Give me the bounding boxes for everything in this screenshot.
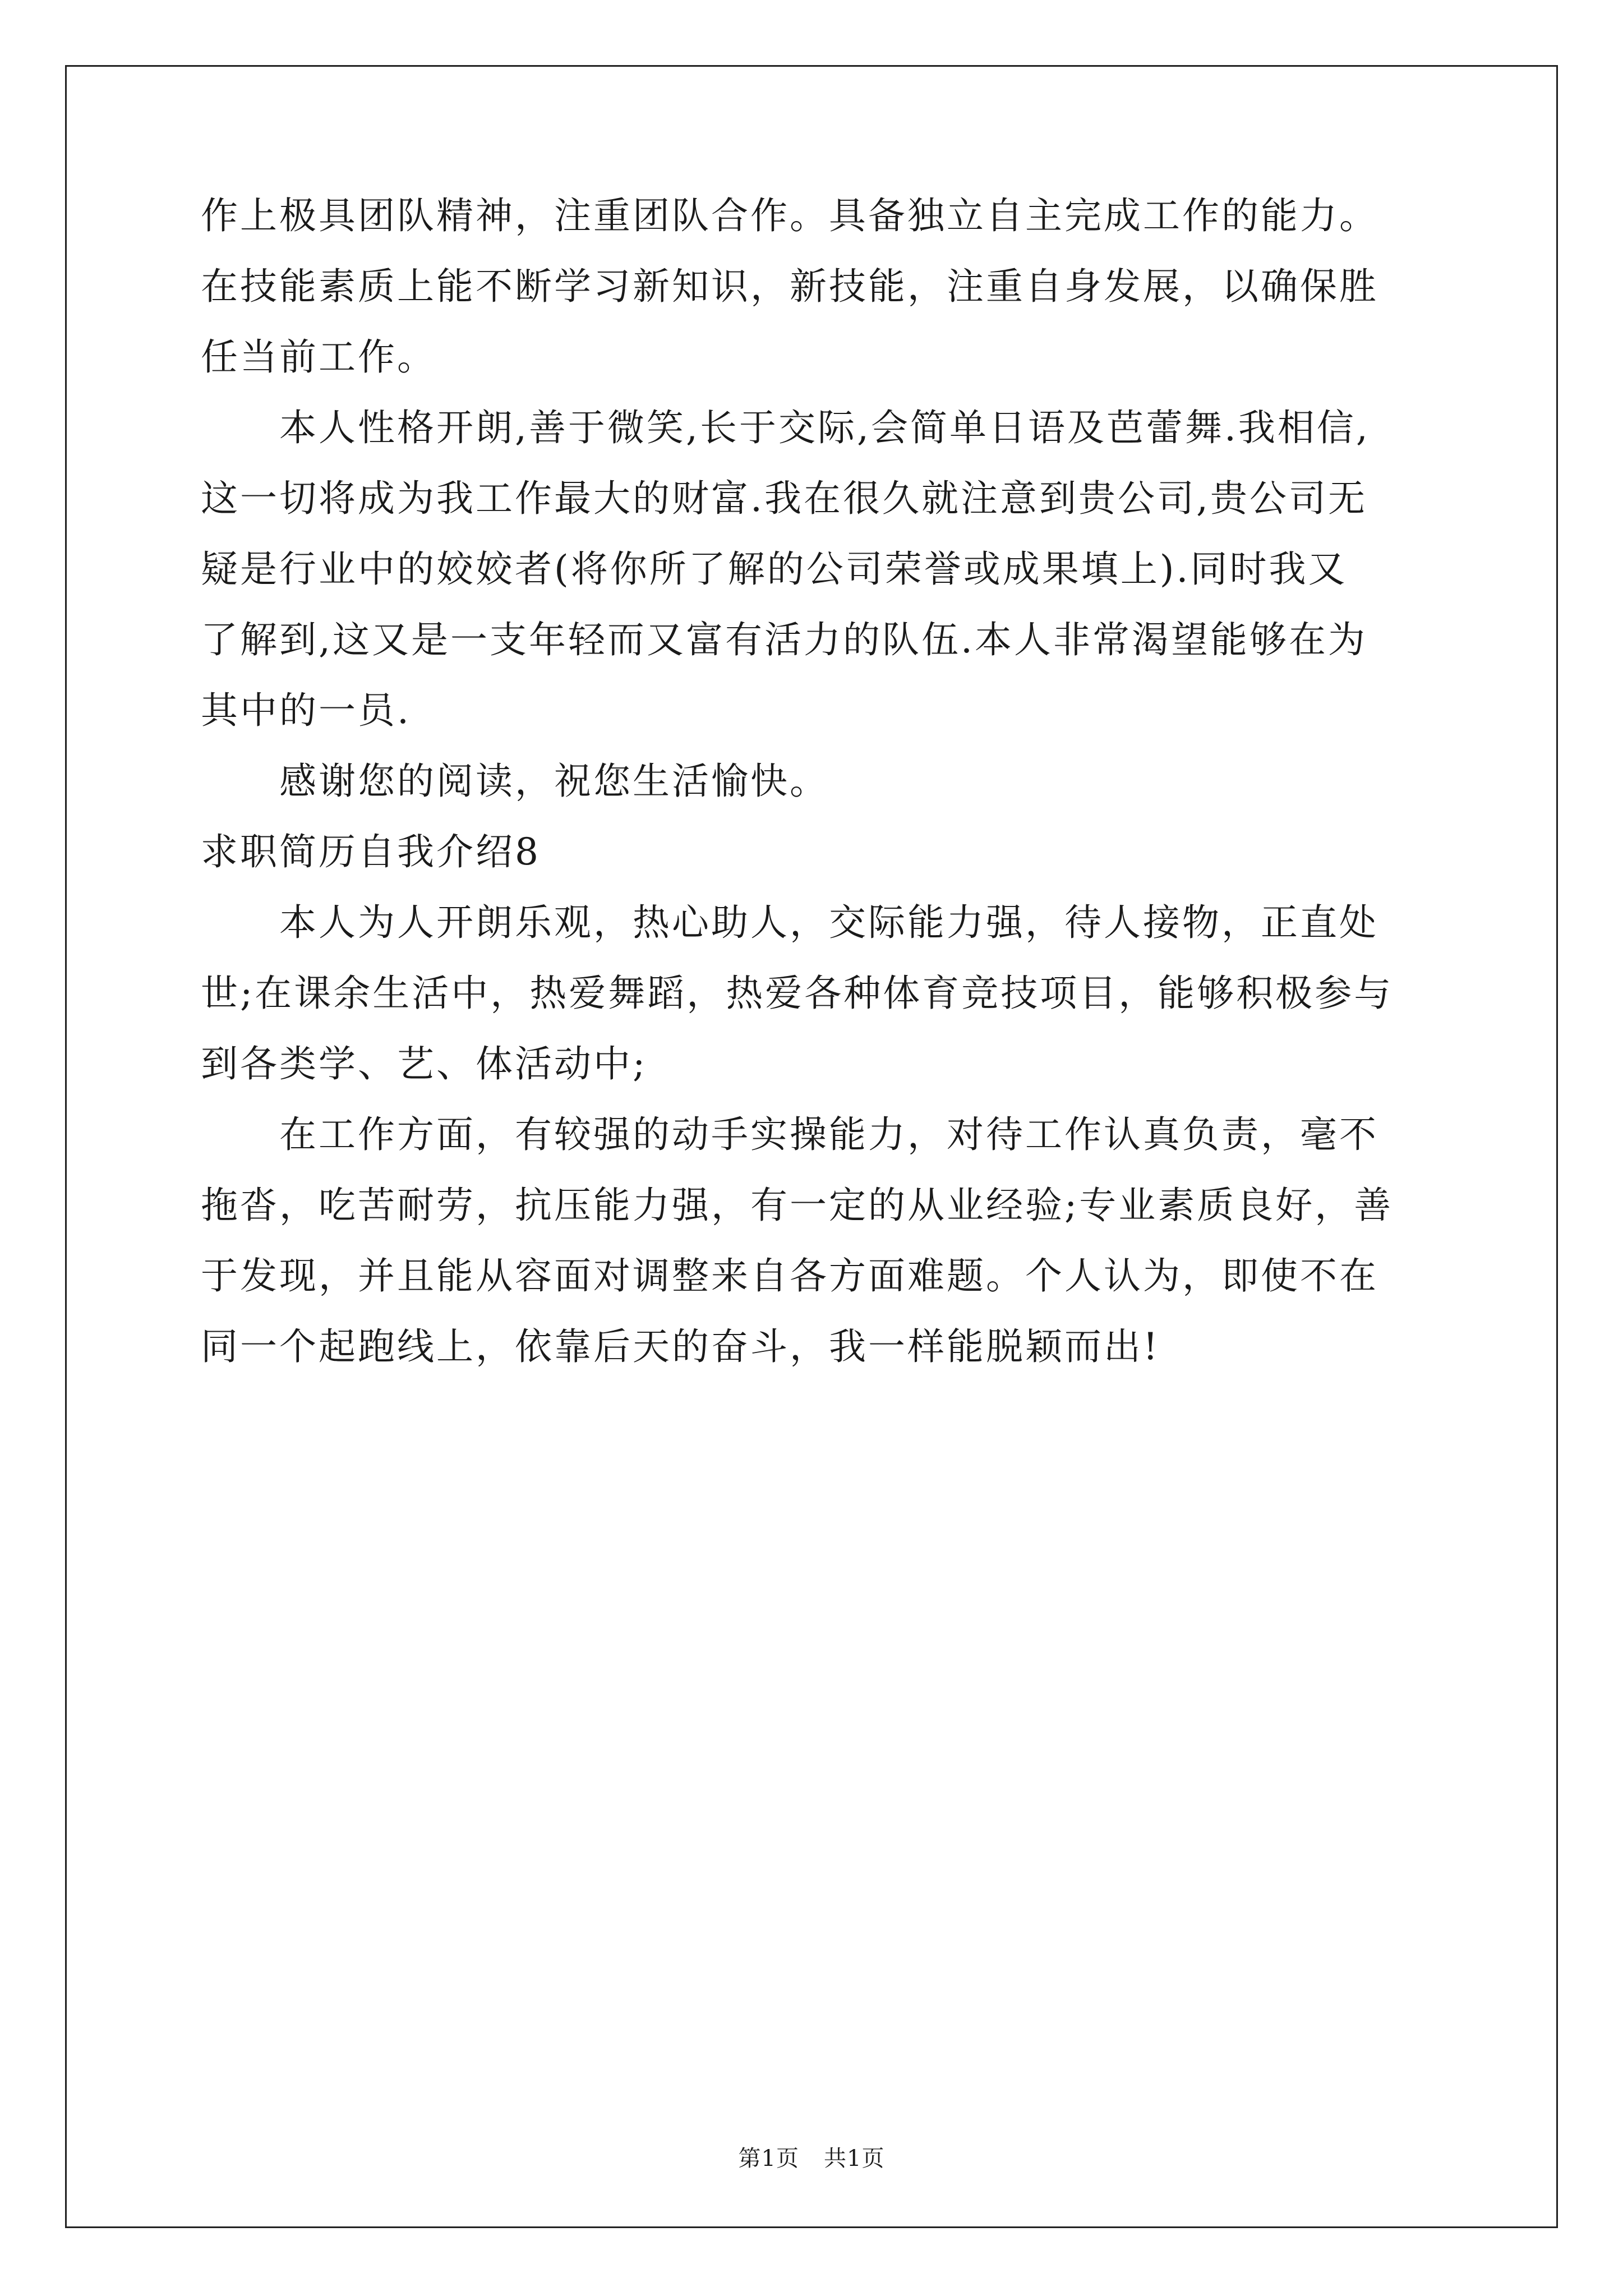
text-line: 于发现，并且能从容面对调整来自各方面难题。个人认为，即使不在 <box>201 1254 1378 1297</box>
text-line: 感谢您的阅读，祝您生活愉快。 <box>201 760 829 803</box>
page-footer <box>0 2141 1623 2173</box>
text-line: 疑是行业中的姣姣者(将你所了解的公司荣誉或成果填上).同时我又 <box>201 547 1348 591</box>
paragraph-1 <box>201 181 1435 393</box>
text-line: 任当前工作。 <box>201 335 436 379</box>
text-line: 同一个起跑线上，依靠后天的奋斗，我一样能脱颖而出! <box>201 1325 1160 1368</box>
paragraph-4 <box>201 887 1435 1099</box>
text-line: 其中的一员. <box>201 689 411 732</box>
text-line: 了解到,这又是一支年轻而又富有活力的队伍.本人非常渴望能够在为 <box>201 618 1367 661</box>
page-total: 共1页 <box>824 2146 885 2171</box>
text-line: 本人为人开朗乐观，热心助人，交际能力强，待人接物，正直处 <box>201 901 1378 944</box>
page-number: 第1页 <box>738 2146 799 2171</box>
paragraph-5 <box>201 1099 1435 1382</box>
text-line: 在技能素质上能不断学习新知识，新技能，注重自身发展，以确保胜 <box>201 265 1378 308</box>
document-body <box>201 181 1435 1382</box>
paragraph-2 <box>201 393 1435 746</box>
text-line: 作上极具团队精神，注重团队合作。具备独立自主完成工作的能力。 <box>201 194 1378 237</box>
text-line: 拖沓，吃苦耐劳，抗压能力强，有一定的从业经验;专业素质良好，善 <box>201 1184 1394 1227</box>
paragraph-3 <box>201 746 1435 817</box>
text-line: 本人性格开朗,善于微笑,长于交际,会简单日语及芭蕾舞.我相信, <box>201 406 1370 449</box>
section-heading: 求职简历自我介绍8 <box>201 830 541 873</box>
text-line: 在工作方面，有较强的动手实操能力，对待工作认真负责，毫不 <box>201 1113 1378 1156</box>
text-line: 到各类学、艺、体活动中; <box>201 1042 648 1085</box>
text-line: 世;在课余生活中，热爱舞蹈，热爱各种体育竞技项目，能够积极参与 <box>201 972 1394 1015</box>
text-line: 这一切将成为我工作最大的财富.我在很久就注意到贵公司,贵公司无 <box>201 477 1367 520</box>
